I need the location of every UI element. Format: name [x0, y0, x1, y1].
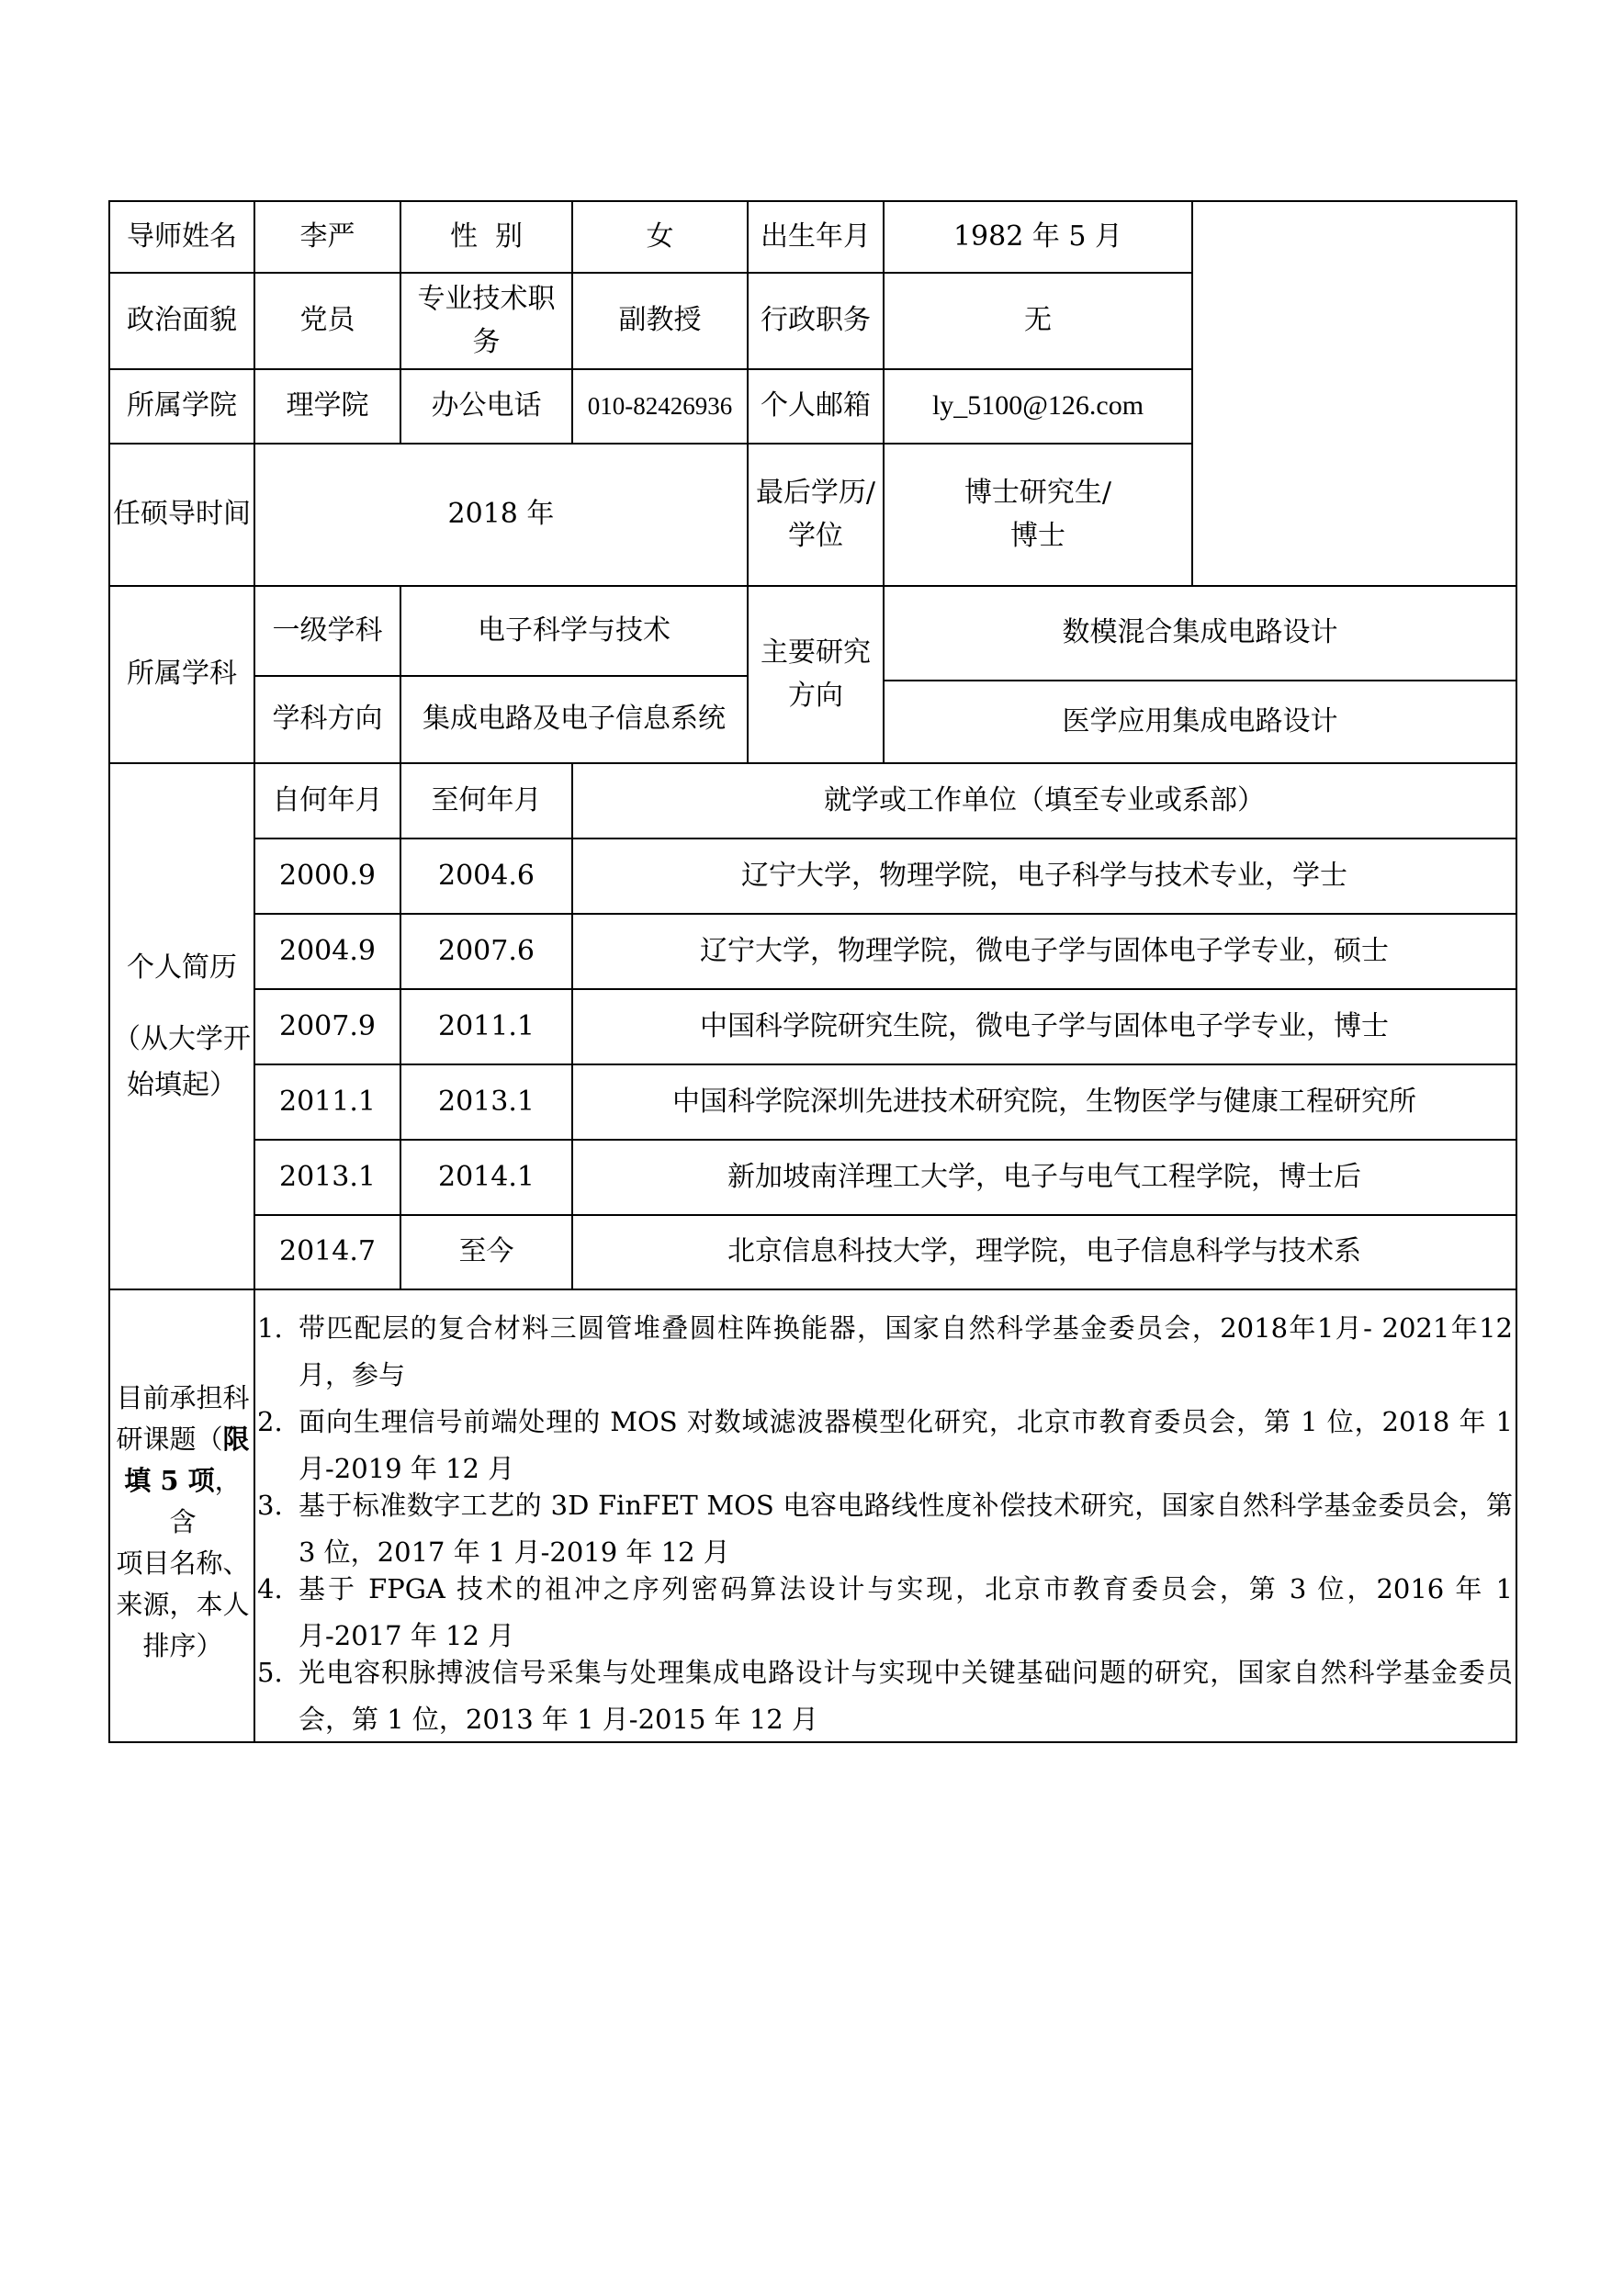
project-text: 基于标准数字工艺的 3D FinFET MOS 电容电路线性度补偿技术研究，国家自然科学基金委员会，第 3 位，2017 年 1 月-2019 年 12 月: [299, 1490, 1513, 1568]
degree-value-line1: 博士研究生/: [964, 477, 1112, 509]
resume-unit: 北京信息科技大学，理学院，电子信息科学与技术系: [727, 1235, 1361, 1268]
resume-unit: 辽宁大学，物理学院，微电子学与固体电子学专业，硕士: [700, 934, 1389, 967]
research-label: [749, 587, 883, 762]
resume-label-line1: 个人简历: [127, 951, 237, 984]
email-label: 个人邮箱: [761, 389, 871, 422]
resume-from: 2004.9: [279, 934, 376, 967]
list-item: [255, 1305, 1518, 1399]
resume-unit: 中国科学院深圳先进技术研究院，生物医学与健康工程研究所: [672, 1085, 1416, 1118]
phone-label: 办公电话: [431, 389, 542, 422]
list-item: [255, 1649, 1518, 1741]
college-value: 理学院: [286, 389, 369, 422]
research-label-line1: 主要研究: [761, 636, 871, 669]
resume-from: 2013.1: [279, 1160, 376, 1193]
discipline-label: 所属学科: [127, 658, 237, 691]
resume-to: 2011.1: [438, 1009, 535, 1042]
title-label: [401, 274, 571, 368]
email-value: ly_5100@126.com: [931, 390, 1144, 422]
project-number: 2.: [257, 1406, 283, 1437]
list-item: [255, 1399, 1518, 1492]
research-label-line2: 方向: [788, 679, 843, 712]
resume-from: 2011.1: [279, 1085, 376, 1118]
project-number: 5.: [257, 1657, 283, 1688]
tenure-label: 任硕导时间: [113, 498, 251, 531]
college-label: 所属学院: [127, 389, 237, 422]
resume-to: 2014.1: [438, 1160, 535, 1193]
project-text: 面向生理信号前端处理的 MOS 对数域滤波器模型化研究，北京市教育委员会，第 1 位，2018 年 1 月-2019 年 12 月: [299, 1406, 1513, 1484]
resume-label: [110, 764, 254, 1289]
resume-to: 2013.1: [438, 1085, 535, 1118]
project-text: 基于 FPGA 技术的祖冲之序列密码算法设计与实现，北京市教育委员会，第 3 位，2016 年 1 月-2017 年 12 月: [299, 1573, 1513, 1651]
resume-label-line2: （从大学开: [113, 1022, 251, 1055]
gender-value: 女: [646, 219, 674, 253]
project-number: 1.: [257, 1312, 283, 1344]
phone-value: 010-82426936: [587, 391, 733, 420]
projects-label-line5: 来源，本人: [116, 1589, 250, 1620]
degree-label: [749, 445, 883, 585]
project-text: 光电容积脉搏波信号采集与处理集成电路设计与实现中关键基础问题的研究，国家自然科学基金委员会，第 1 位，2013 年 1 月-2015 年 12 月: [299, 1657, 1513, 1735]
list-item: [255, 1482, 1518, 1576]
list-item: [255, 1566, 1518, 1660]
resume-to: 2007.6: [438, 934, 535, 967]
research-direction-1: 数模混合集成电路设计: [1062, 616, 1338, 649]
projects-label-line6: 排序）: [142, 1630, 223, 1661]
politics-label: 政治面貌: [127, 304, 237, 337]
admin-value: 无: [1024, 304, 1052, 337]
first-level-value: 电子科学与技术: [478, 613, 671, 647]
resume-header-to: 至何年月: [431, 783, 542, 816]
tenure-value: 2018 年: [447, 498, 555, 531]
gender-label: 性 别: [449, 219, 524, 253]
birth-label: 出生年月: [761, 219, 871, 253]
resume-unit: 新加坡南洋理工大学，电子与电气工程学院，博士后: [727, 1160, 1361, 1193]
project-number: 4.: [257, 1573, 283, 1604]
title-label-line2: 务: [472, 325, 501, 358]
projects-label-line1: 目前承担科: [116, 1382, 250, 1413]
resume-to: 至今: [458, 1235, 514, 1268]
admin-label: 行政职务: [761, 304, 871, 337]
birth-value: 1982 年 5 月: [952, 219, 1123, 253]
first-level-label: 一级学科: [272, 613, 383, 647]
resume-unit: 中国科学院研究生院，微电子学与固体电子学专业，博士: [700, 1009, 1389, 1042]
title-value: 副教授: [618, 304, 702, 337]
resume-from: 2000.9: [279, 859, 376, 892]
name-label: 导师姓名: [127, 219, 237, 253]
resume-header-from: 自何年月: [272, 783, 383, 816]
projects-label-line4: 项目名称、: [116, 1548, 250, 1579]
title-label-line1: 专业技术职: [417, 283, 556, 315]
degree-label-line1: 最后学历/: [755, 477, 876, 509]
photo-area: [1193, 202, 1516, 585]
projects-label-line2: 研课题（限: [116, 1424, 250, 1455]
degree-value-line2: 博士: [1010, 519, 1065, 552]
politics-value: 党员: [299, 304, 355, 337]
research-direction-2: 医学应用集成电路设计: [1062, 704, 1338, 737]
projects-label: [112, 1378, 254, 1667]
resume-unit: 辽宁大学，物理学院，电子科学与技术专业，学士: [741, 859, 1347, 892]
resume-header-unit: 就学或工作单位（填至专业或系部）: [824, 783, 1265, 816]
degree-value: [885, 445, 1191, 585]
resume-to: 2004.6: [438, 859, 535, 892]
project-number: 3.: [257, 1490, 283, 1521]
resume-from: 2007.9: [279, 1009, 376, 1042]
resume-from: 2014.7: [279, 1235, 376, 1268]
project-text: 带匹配层的复合材料三圆管堆叠圆柱阵换能器，国家自然科学基金委员会，2018年1月- 2021年12月，参与: [299, 1312, 1513, 1390]
name-value: 李严: [299, 219, 355, 253]
projects-label-line3: 填 5 项，含: [124, 1465, 242, 1537]
resume-label-line3: 始填起）: [127, 1068, 237, 1101]
direction-value: 集成电路及电子信息系统: [423, 703, 726, 736]
direction-label: 学科方向: [272, 703, 383, 736]
degree-label-line2: 学位: [788, 519, 843, 552]
